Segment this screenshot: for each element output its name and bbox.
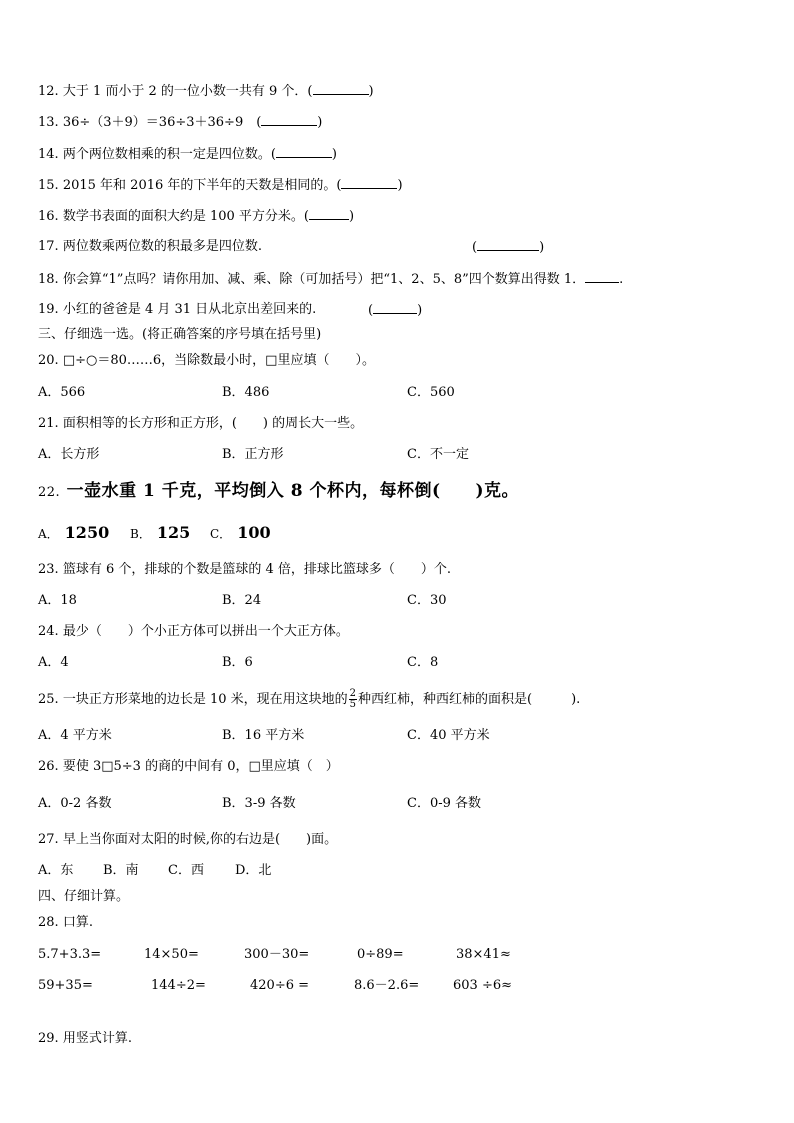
question-25 bbox=[38, 688, 580, 712]
calc-item: 300－30= bbox=[244, 947, 310, 962]
question-17 bbox=[38, 238, 262, 256]
question-13: 13. 36÷（3＋9）＝36÷3＋36÷9 ( ) bbox=[38, 115, 323, 130]
option-b[interactable]: B． 125 bbox=[130, 523, 191, 542]
answer-blank[interactable] bbox=[313, 82, 369, 95]
question-text-cont: 种西红柿，种西红柿的面积是( ). bbox=[358, 692, 581, 707]
question-14: 14. 两个两位数相乘的积一定是四位数。( ) bbox=[38, 147, 337, 162]
calc-item: 59+35= bbox=[38, 978, 93, 993]
question-29 bbox=[38, 1030, 132, 1048]
option-a[interactable]: A．4 平方米 bbox=[38, 728, 112, 743]
question-number: 16. bbox=[38, 209, 59, 224]
question-23 bbox=[38, 561, 451, 579]
question-text: 一块正方形菜地的边长是 10 米，现在用这块地的 bbox=[62, 692, 348, 707]
option-c[interactable]: C．0-9 各数 bbox=[407, 796, 482, 811]
question-number: 24. bbox=[38, 624, 59, 639]
answer-blank[interactable] bbox=[309, 207, 349, 220]
option-b[interactable]: B．3-9 各数 bbox=[222, 796, 296, 811]
option-c[interactable]: C．30 bbox=[407, 593, 447, 608]
question-number: 19. bbox=[38, 302, 59, 317]
question-number: 18. bbox=[38, 272, 59, 287]
question-text: 你会算“1”点吗？请你用加、减、乘、除（可加括号）把“1、2、5、8”四个数算出得数 1． bbox=[62, 272, 586, 287]
question-15: 15. 2015 年和 2016 年的下半年的天数是相同的。( ) bbox=[38, 178, 403, 193]
question-text: 数学书表面的面积大约是 100 平方分米。( bbox=[62, 209, 309, 224]
question-number: 17. bbox=[38, 239, 59, 254]
question-number: 12. bbox=[38, 84, 59, 99]
question-text: 两个两位数相乘的积一定是四位数。( bbox=[62, 147, 276, 162]
calc-item: 0÷89= bbox=[357, 947, 404, 962]
question-24 bbox=[38, 623, 349, 641]
option-a[interactable]: A．4 bbox=[38, 655, 69, 670]
calc-item: 5.7+3.3= bbox=[38, 947, 102, 962]
question-number: 26. bbox=[38, 759, 59, 774]
option-a[interactable]: A．0-2 各数 bbox=[38, 796, 112, 811]
calc-item: 603 ÷6≈ bbox=[453, 978, 513, 993]
option-b[interactable]: B．正方形 bbox=[222, 447, 284, 462]
option-c[interactable]: C．不一定 bbox=[407, 447, 469, 462]
option-a[interactable]: A．566 bbox=[38, 385, 86, 400]
question-text: □÷○＝80……6，当除数最小时，□里应填（ ）。 bbox=[62, 353, 375, 368]
question-text: 用竖式计算. bbox=[62, 1031, 132, 1046]
option-c[interactable]: C．西 bbox=[168, 863, 204, 878]
option-b[interactable]: B．24 bbox=[222, 593, 262, 608]
question-number: 15. bbox=[38, 178, 59, 193]
question-number: 28. bbox=[38, 915, 59, 930]
question-number: 27. bbox=[38, 832, 59, 847]
question-21 bbox=[38, 415, 363, 433]
question-27 bbox=[38, 831, 337, 849]
question-text: 最少（ ）个小正方体可以拼出一个大正方体。 bbox=[62, 624, 349, 639]
option-c[interactable]: C． 100 bbox=[210, 523, 271, 542]
option-c[interactable]: C．560 bbox=[407, 385, 455, 400]
question-text: 要使 3□5÷3 的商的中间有 0，□里应填（ ） bbox=[62, 759, 339, 774]
calc-item: 8.6－2.6= bbox=[354, 978, 420, 993]
question-16: 16. 数学书表面的面积大约是 100 平方分米。( ) bbox=[38, 209, 355, 224]
option-b[interactable]: B．6 bbox=[222, 655, 253, 670]
calc-item: 420÷6 = bbox=[250, 978, 310, 993]
question-text: 一壶水重 1 千克，平均倒入 8 个杯内，每杯倒( )克。 bbox=[66, 481, 520, 501]
answer-blank[interactable] bbox=[585, 270, 619, 283]
question-text: 面积相等的长方形和正方形，( ) 的周长大一些。 bbox=[62, 416, 364, 431]
option-c[interactable]: C．40 平方米 bbox=[407, 728, 490, 743]
question-19-answer: ( ) bbox=[368, 303, 423, 318]
fraction: $\frac{2}{5}$ bbox=[349, 688, 357, 710]
section-3-heading: 三、仔细选一选。(将正确答案的序号填在括号里) bbox=[38, 327, 322, 342]
option-a[interactable]: A．18 bbox=[38, 593, 77, 608]
question-text: 篮球有 6 个，排球的个数是篮球的 4 倍，排球比篮球多（ ）个. bbox=[62, 562, 452, 577]
calc-item: 14×50= bbox=[144, 947, 199, 962]
question-22 bbox=[38, 482, 519, 502]
option-a[interactable]: A．东 bbox=[38, 863, 74, 878]
question-text: 两位数乘两位数的积最多是四位数. bbox=[62, 239, 262, 254]
option-c[interactable]: C．8 bbox=[407, 655, 439, 670]
question-26 bbox=[38, 758, 339, 776]
question-18: 18. 你会算“1”点吗？请你用加、减、乘、除（可加括号）把“1、2、5、8”四个数算出得数 1． . bbox=[38, 272, 624, 287]
option-b[interactable]: B．486 bbox=[222, 385, 270, 400]
question-28 bbox=[38, 914, 93, 932]
option-b[interactable]: B．16 平方米 bbox=[222, 728, 305, 743]
question-12: 12. 大于 1 而小于 2 的一位小数一共有 9 个．( ) bbox=[38, 84, 374, 99]
question-19 bbox=[38, 301, 316, 319]
question-text: 2015 年和 2016 年的下半年的天数是相同的。( bbox=[62, 178, 342, 193]
calc-item: 38×41≈ bbox=[456, 947, 511, 962]
question-number: 20. bbox=[38, 353, 59, 368]
option-b[interactable]: B．南 bbox=[103, 863, 139, 878]
question-text: 早上当你面对太阳的时候,你的右边是( )面。 bbox=[62, 832, 338, 847]
question-text: 大于 1 而小于 2 的一位小数一共有 9 个．( bbox=[62, 84, 313, 99]
option-a[interactable]: A．长方形 bbox=[38, 447, 100, 462]
calc-item: 144÷2= bbox=[151, 978, 206, 993]
question-number: 23. bbox=[38, 562, 59, 577]
question-20 bbox=[38, 352, 375, 370]
question-number: 21. bbox=[38, 416, 59, 431]
answer-blank[interactable] bbox=[261, 113, 317, 126]
question-number: 14. bbox=[38, 147, 59, 162]
question-number: 22. bbox=[38, 485, 61, 500]
section-4-heading: 四、仔细计算。 bbox=[38, 889, 130, 904]
answer-blank[interactable] bbox=[276, 145, 332, 158]
question-17-answer: ( ) bbox=[472, 240, 545, 255]
answer-blank[interactable] bbox=[477, 238, 539, 251]
question-text: 小红的爸爸是 4 月 31 日从北京出差回来的. bbox=[62, 302, 317, 317]
question-number: 29. bbox=[38, 1031, 59, 1046]
option-d[interactable]: D．北 bbox=[235, 863, 272, 878]
answer-blank[interactable] bbox=[341, 176, 397, 189]
question-number: 13. bbox=[38, 115, 59, 130]
question-text: 口算. bbox=[62, 915, 93, 930]
question-number: 25. bbox=[38, 692, 59, 707]
option-a[interactable]: A． 1250 bbox=[38, 523, 110, 542]
question-text: 36÷（3＋9）＝36÷3＋36÷9 ( bbox=[62, 115, 262, 130]
answer-blank[interactable] bbox=[373, 301, 417, 314]
